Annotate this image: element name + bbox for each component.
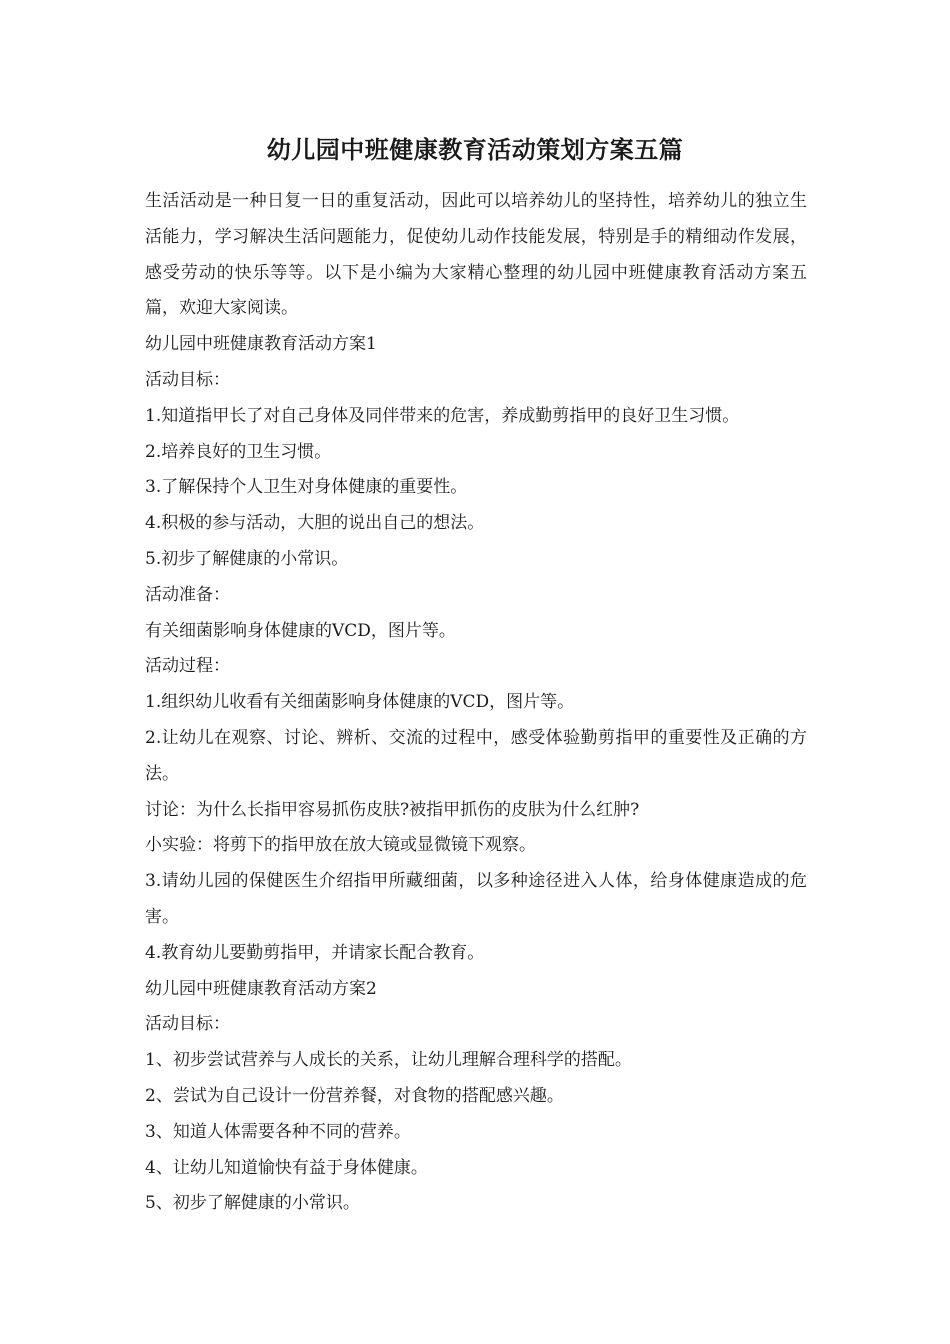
subheading-preparation: 活动准备： — [145, 584, 230, 605]
list-item: 3.了解保持个人卫生对身体健康的重要性。 — [145, 477, 468, 498]
list-item: 4.积极的参与活动，大胆的说出自己的想法。 — [145, 513, 485, 534]
section-heading-plan-1: 幼儿园中班健康教育活动方案1 — [145, 334, 377, 355]
list-item: 5.初步了解健康的小常识。 — [145, 548, 349, 569]
subheading-goals: 活动目标： — [145, 1014, 230, 1035]
list-item: 1.知道指甲长了对自己身体及同伴带来的危害，养成勤剪指甲的良好卫生习惯。 — [145, 405, 740, 426]
list-item: 3、知道人体需要各种不同的营养。 — [145, 1121, 411, 1142]
list-item: 1.组织幼儿收看有关细菌影响身体健康的VCD，图片等。 — [145, 692, 575, 713]
list-item: 2、尝试为自己设计一份营养餐，对食物的搭配感兴趣。 — [145, 1085, 564, 1106]
document-body — [145, 184, 807, 1222]
intro-paragraph: 生活活动是一种日复一日的重复活动，因此可以培养幼儿的坚持性，培养幼儿的独立生活能力，学习解决生活问题能力，促使幼儿动作技能发展，特别是手的精细动作发展，感受劳动的快乐等等。以下是小编为大家精心整理的幼儿园中班健康教育活动方案五篇，欢迎大家阅读。 — [145, 191, 807, 319]
list-item: 5、初步了解健康的小常识。 — [145, 1193, 360, 1214]
subheading-goals: 活动目标： — [145, 369, 230, 390]
list-item: 3.请幼儿园的保健医生介绍指甲所藏细菌，以多种途径进入人体，给身体健康造成的危害。 — [145, 871, 807, 927]
subheading-process: 活动过程： — [145, 656, 230, 677]
text-line: 小实验：将剪下的指甲放在放大镜或显微镜下观察。 — [145, 835, 536, 856]
list-item: 2.让幼儿在观察、讨论、辨析、交流的过程中，感受体验勤剪指甲的重要性及正确的方法。 — [145, 727, 807, 784]
text-line: 有关细菌影响身体健康的VCD，图片等。 — [145, 620, 456, 641]
list-item: 4.教育幼儿要勤剪指甲，并请家长配合教育。 — [145, 942, 485, 963]
section-heading-plan-2: 幼儿园中班健康教育活动方案2 — [145, 978, 377, 999]
document-title: 幼儿园中班健康教育活动策划方案五篇 — [266, 135, 684, 164]
text-line: 讨论：为什么长指甲容易抓伤皮肤?被指甲抓伤的皮肤为什么红肿? — [145, 799, 640, 820]
list-item: 1、初步尝试营养与人成长的关系，让幼儿理解合理科学的搭配。 — [145, 1050, 632, 1071]
list-item: 4、让幼儿知道愉快有益于身体健康。 — [145, 1157, 428, 1178]
list-item: 2.培养良好的卫生习惯。 — [145, 441, 332, 462]
